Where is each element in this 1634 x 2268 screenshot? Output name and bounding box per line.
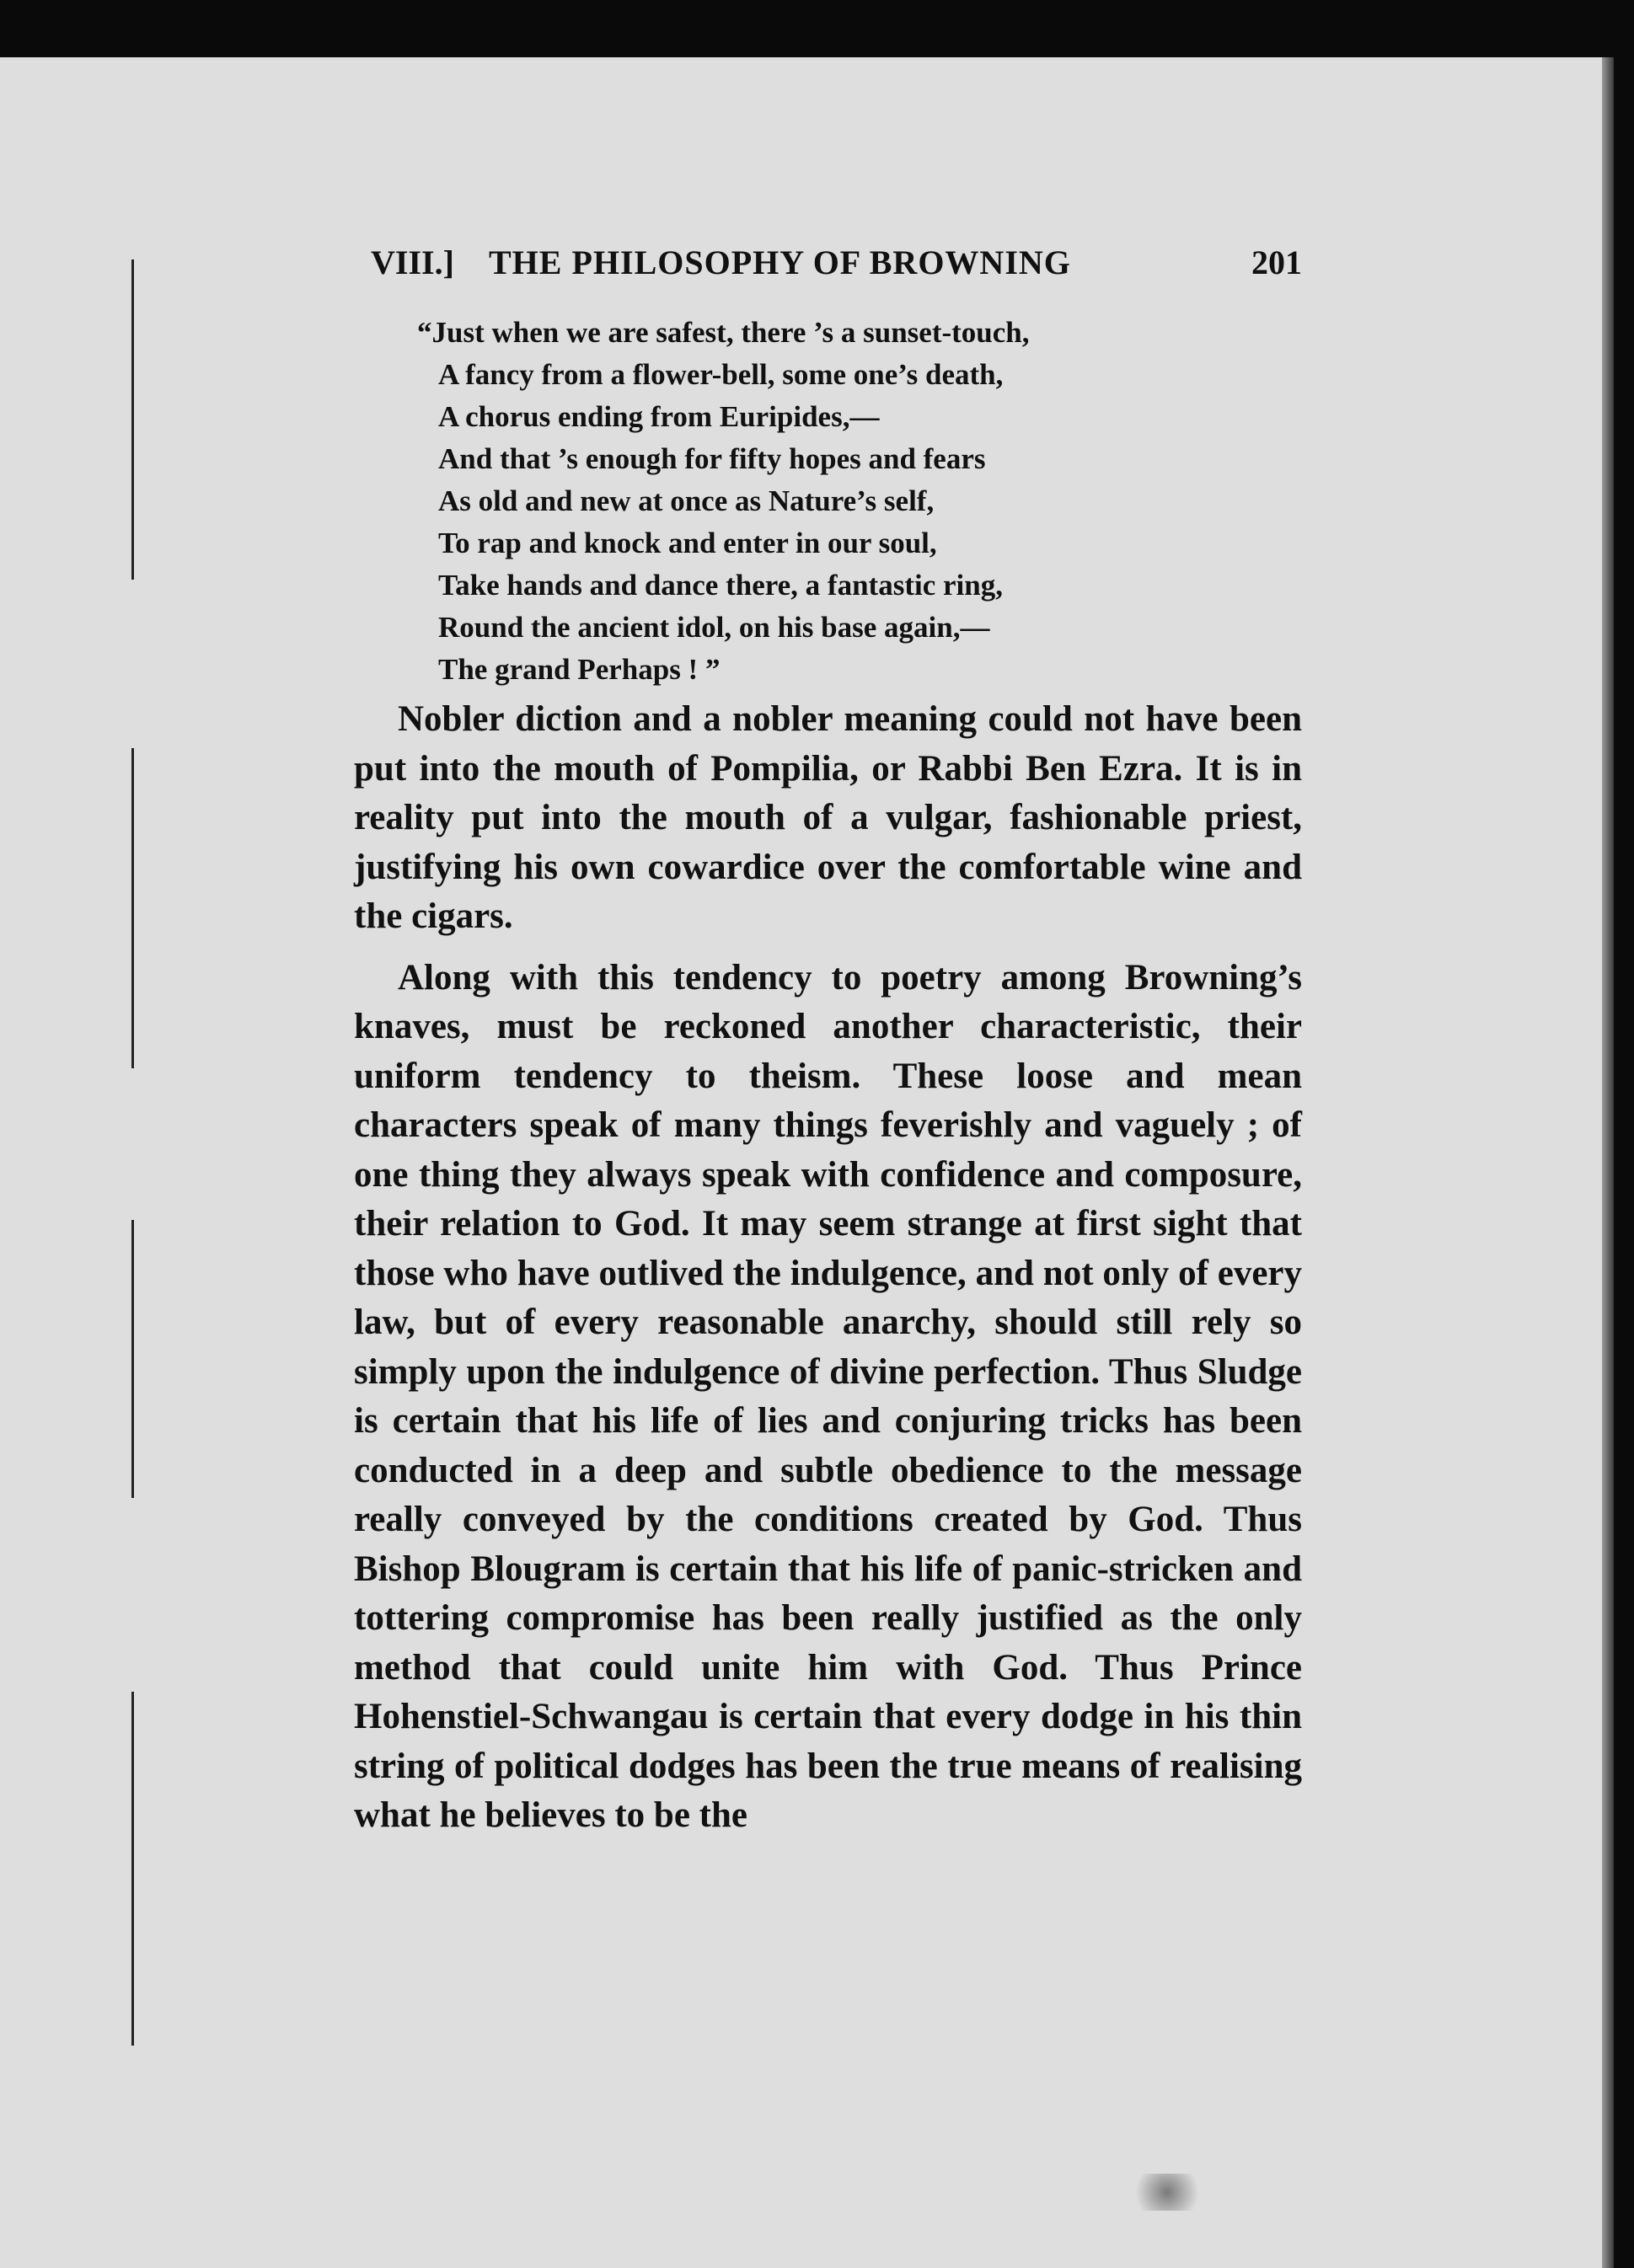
verse-line: Take hands and dance there, a fantastic ring, bbox=[438, 569, 1003, 602]
book-title: THE PHILOSOPHY OF BROWNING bbox=[489, 243, 1071, 281]
page-number: 201 bbox=[1251, 243, 1302, 281]
verse-line: Round the ancient idol, on his base again,— bbox=[438, 611, 990, 644]
scan-smudge bbox=[1129, 2174, 1205, 2211]
verse-line: “Just when we are safest, there ’s a sunset-touch, bbox=[417, 316, 1030, 349]
paragraph: Nobler diction and a nobler meaning could not have been put into the mouth of Pompilia, or Rabbi Ben Ezra. It is in reality put into the mouth of a vulgar, fashionable priest, justifying his own cowardice over the comfortable wine and the cigars. bbox=[354, 699, 1302, 936]
verse-line: To rap and knock and enter in our soul, bbox=[438, 527, 937, 559]
verse-line: A fancy from a flower-bell, some one’s death, bbox=[438, 358, 1004, 391]
paragraph: Along with this tendency to poetry among Browning’s knaves, must be reckoned another characteristic, their uniform tendency to theism. These loose and mean characters speak of many things feverishly and vaguely ; of one thing they always speak with confidence and composure, their relation to God. It may seem strange at first sight that those who have outlived the indulgence, and not only of every law, but of every reasonable anarchy, should still rely so simply upon the indulgence of divine perfection. Thus Sludge is certain that his life of lies and conjuring tricks has been conducted in a deep and subtle obedience to the message really conveyed by the conditions created by God. Thus Bishop Blougram is certain that his life of panic-stricken and tottering compromise has been really justified as the only method that could unite him with God. Thus Prince Hohenstiel-Schwangau is certain that every dodge in his thin string of political dodges has been the true means of realising what he believes to be the bbox=[354, 957, 1302, 1835]
verse-line: The grand Perhaps ! ” bbox=[438, 653, 721, 686]
gutter-mark bbox=[131, 1692, 134, 2046]
spine-shadow bbox=[1602, 57, 1614, 2268]
running-head bbox=[371, 243, 1302, 293]
verse-line: As old and new at once as Nature’s self, bbox=[438, 484, 935, 517]
gutter-binding-marks bbox=[125, 209, 150, 2147]
verse-line: And that ’s enough for fifty hopes and fears bbox=[438, 442, 986, 475]
chapter-label: VIII.] bbox=[371, 243, 454, 281]
gutter-mark bbox=[131, 1220, 134, 1498]
verse-line: A chorus ending from Euripides,— bbox=[438, 400, 880, 433]
gutter-mark bbox=[131, 259, 134, 580]
gutter-mark bbox=[131, 748, 134, 1068]
verse-quotation bbox=[417, 312, 1264, 691]
body-text bbox=[354, 695, 1302, 1853]
